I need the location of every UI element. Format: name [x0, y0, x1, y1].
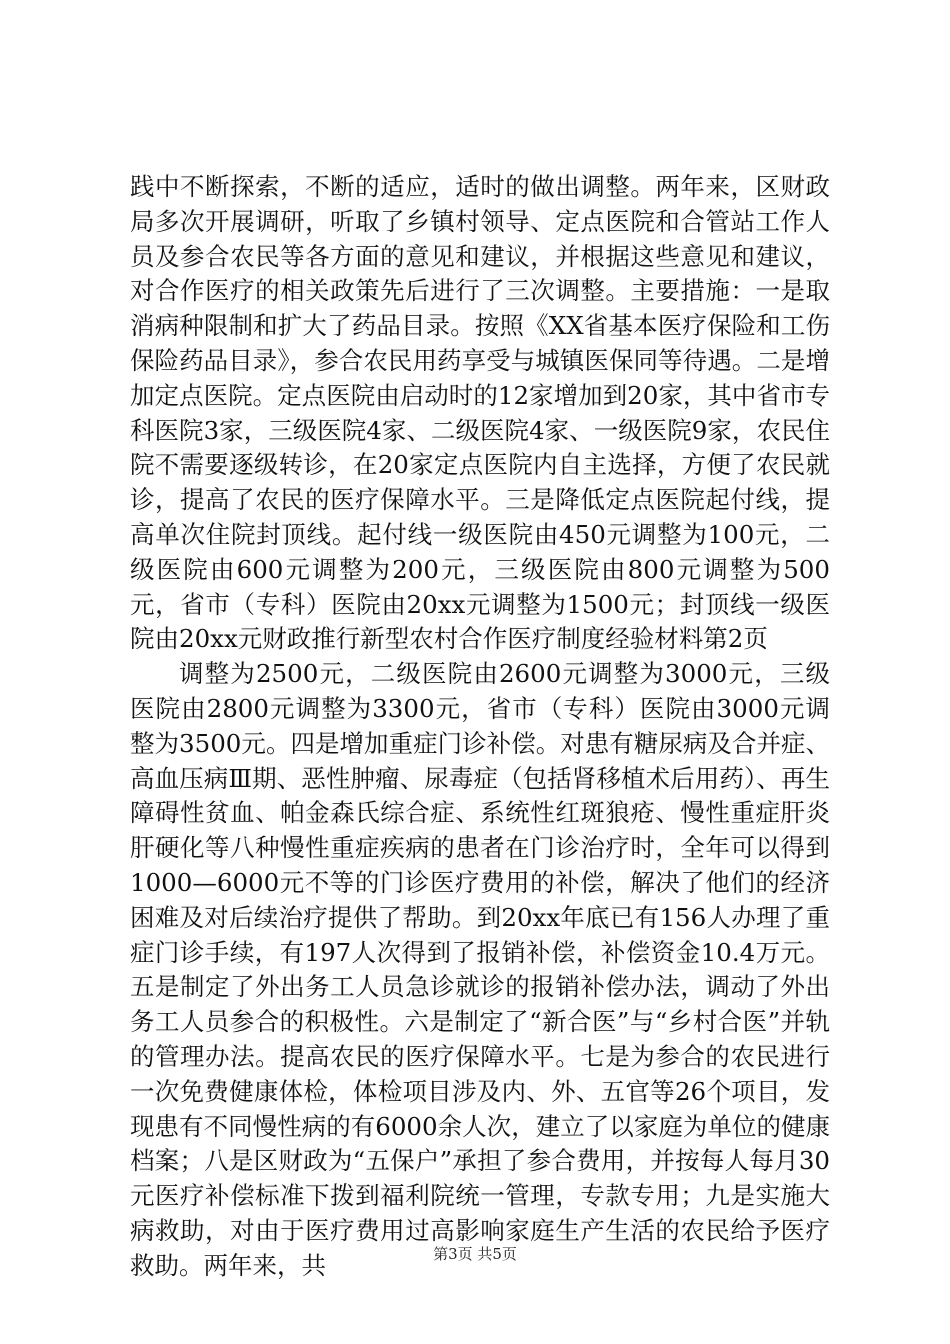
page-footer: 第3页 共5页	[433, 1245, 517, 1263]
paragraph-continuation: 践中不断探索，不断的适应，适时的做出调整。两年来，区财政局多次开展调研，听取了乡镇村领导、定点医院和合管站工作人员及参合农民等各方面的意见和建议，并根据这些意见和建议，对合作医疗的相关政策先后进行了三次调整。主要措施：一是取消病种限制和扩大了药品目录。按照《XX省基本医疗保险和工伤保险药品目录》，参合农民用药享受与城镇医保同等待遇。二是增加定点医院。定点医院由启动时的12家增加到20家，其中省市专科医院3家，三级医院4家、二级医院4家、一级医院9家，农民住院不需要逐级转诊，在20家定点医院内自主选择，方便了农民就诊，提高了农民的医疗保障水平。三是降低定点医院起付线，提高单次住院封顶线。起付线一级医院由450元调整为100元，二级医院由600元调整为200元，三级医院由800元调整为500元，省市（专科）医院由20xx元调整为1500元；封顶线一级医院由20xx元财政推行新型农村合作医疗制度经验材料第2页	[130, 172, 830, 654]
document-body	[130, 170, 830, 1284]
paragraph-indented: 调整为2500元，二级医院由2600元调整为3000元，三级医院由2800元调整为3300元，省市（专科）医院由3000元调整为3500元。四是增加重症门诊补偿。对患有糖尿病及合并症、高血压病Ⅲ期、恶性肿瘤、尿毒症（包括肾移植术后用药）、再生障碍性贫血、帕金森氏综合症、系统性红斑狼疮、慢性重症肝炎肝硬化等八种慢性重症疾病的患者在门诊治疗时，全年可以得到1000—6000元不等的门诊医疗费用的补偿，解决了他们的经济困难及对后续治疗提供了帮助。到20xx年底已有156人办理了重症门诊手续，有197人次得到了报销补偿，补偿资金10.4万元。五是制定了外出务工人员急诊就诊的报销补偿办法，调动了外出务工人员参合的积极性。六是制定了“新合医”与“乡村合医”并轨的管理办法。提高农民的医疗保障水平。七是为参合的农民进行一次免费健康体检，体检项目涉及内、外、五官等26个项目，发现患有不同慢性病的有6000余人次，建立了以家庭为单位的健康档案；八是区财政为“五保户”承担了参合费用，并按每人每月30元医疗补偿标准下拨到福利院统一管理，专款专用；九是实施大病救助，对由于医疗费用过高影响家庭生产生活的农民给予医疗救助。两年来，共	[130, 659, 830, 1280]
